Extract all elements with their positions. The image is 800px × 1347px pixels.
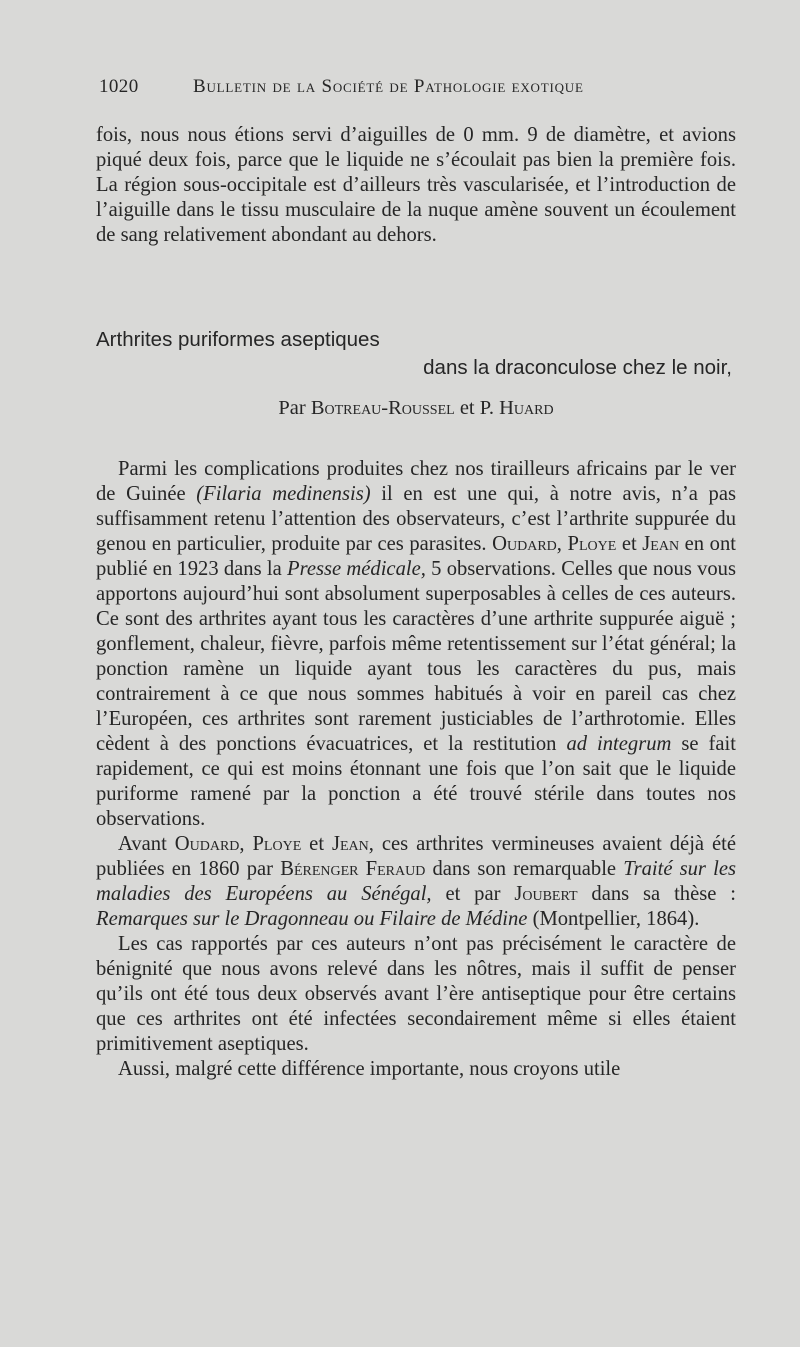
author-1: Botreau-Roussel bbox=[310, 397, 455, 419]
article-body bbox=[96, 457, 736, 1082]
article-title-line-1: Arthrites puriformes aseptiques bbox=[96, 328, 380, 351]
paragraph-1: Parmi les complications produites chez nos tirailleurs africains par le ver de Guinée (Filaria medinensis) il en est une qui, à notre avis, n’a pas suffisamment retenu l’attention des observateurs, c’est l’arthrite suppurée du genou en particulier, produite par ces parasites. Oudard, Ploye et Jean en ont publié en 1923 dans la Presse médicale, 5 observations. Celles que nous vous apportons aujourd’hui sont absolument superposables à celles de ces auteurs. Ce sont des arthrites ayant tous les caractères d’une arthrite suppurée aiguë ; gonflement, chaleur, fièvre, parfois même retentissement sur l’état général; la ponction ramène un liquide ayant tous les caractères du pus, mais contrairement à ce que nous sommes habitués à voir en pareil cas chez l’Européen, ces arthrites sont rarement justiciables de l’arthrotomie. Elles cèdent à des ponctions évacuatrices, et la restitution ad integrum se fait rapidement, ce qui est moins étonnant une fois que l’on sait que le liquide puriforme ramené par la ponction a été trouvé stérile dans toutes nos observations. bbox=[96, 458, 736, 830]
byline-prefix: Par bbox=[278, 397, 306, 419]
paragraph-3: Les cas rapportés par ces auteurs n’ont pas précisément le caractère de bénignité que nous avons relevé dans les nôtres, mais il suffit de penser qu’ils ont été tous deux observés avant l’ère antiseptique pour être certains que ces arthrites ont été infectées secondairement même si elles étaient primitivement aseptiques. bbox=[96, 933, 736, 1055]
running-head bbox=[99, 76, 739, 98]
journal-title: Bulletin de la Société de Pathologie exotique bbox=[193, 76, 584, 97]
byline bbox=[96, 397, 736, 420]
previous-article-ending bbox=[96, 123, 736, 248]
thesis-title: Remarques sur le Dragonneau ou Filaire de Médine bbox=[96, 908, 528, 930]
intro-paragraph: fois, nous nous étions servi d’aiguilles de 0 mm. 9 de diamètre, et avions piqué deux fois, parce que le liquide ne s’écoulait pas bien la première fois. La région sous-occipitale est d’ailleurs très vascularisée, et l’introduction de l’aiguille dans le tissu musculaire de la nuque amène souvent un écoulement de sang relativement abondant au dehors. bbox=[96, 124, 736, 246]
paragraph-4: Aussi, malgré cette différence importante, nous croyons utile bbox=[118, 1058, 621, 1080]
journal-reference: Presse médicale, bbox=[287, 558, 426, 580]
book-title: Traité sur les maladies des Européens au Sénégal, bbox=[96, 858, 736, 905]
author-2: P. Huard bbox=[479, 397, 554, 419]
byline-conjunction: et bbox=[459, 397, 475, 419]
article-title-line-2: dans la draconculose chez le noir, bbox=[423, 356, 732, 379]
species-name: (Filaria medinensis) bbox=[196, 483, 371, 505]
page-number: 1020 bbox=[99, 76, 139, 97]
article-title bbox=[96, 326, 736, 382]
paragraph-2: Avant Oudard, Ploye et Jean, ces arthrites vermineuses avaient déjà été publiées en 1860 par Bérenger Feraud dans son remarquable Traité sur les maladies des Européens au Sénégal, et par Joubert dans sa thèse : Remarques sur le Dragonneau ou Filaire de Médine (Montpellier, 1864). bbox=[96, 833, 736, 930]
